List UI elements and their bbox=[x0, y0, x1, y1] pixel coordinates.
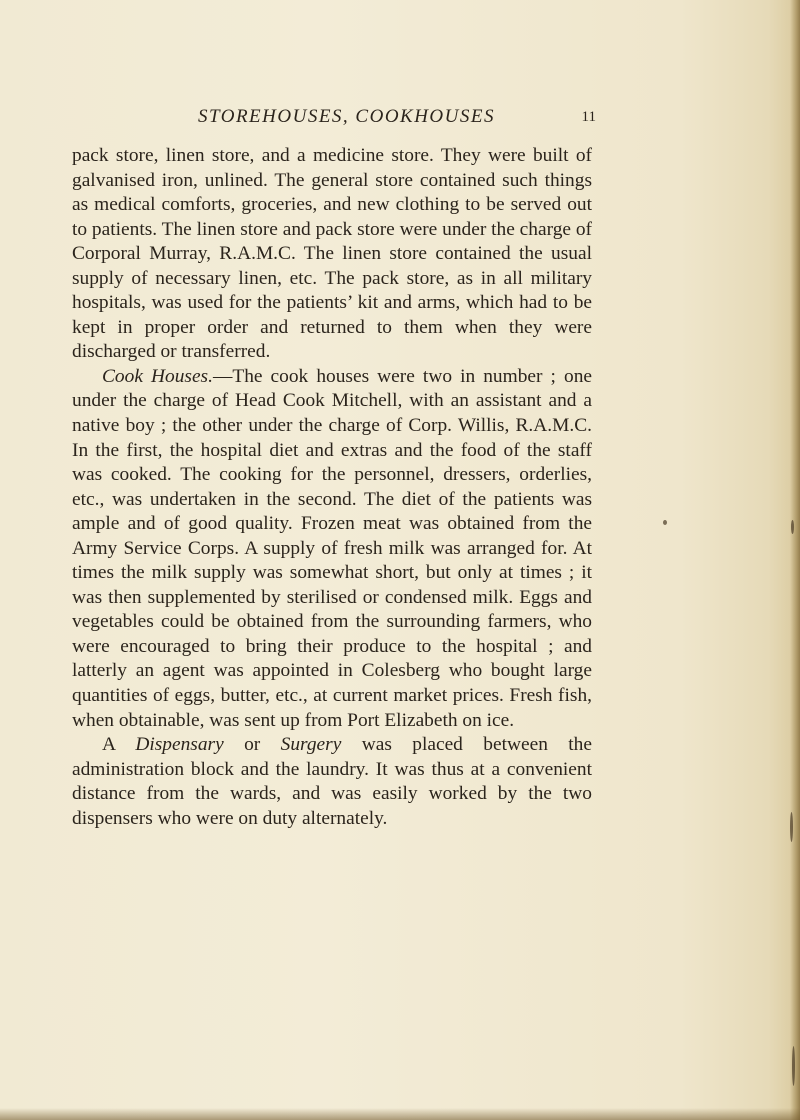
paper-speck bbox=[792, 1046, 795, 1086]
dispensary-term: Dispensary bbox=[135, 734, 224, 756]
dispensary-lead: A bbox=[102, 734, 136, 756]
paragraph-dispensary bbox=[72, 733, 592, 831]
paragraph-storehouses bbox=[72, 144, 592, 365]
paper-speck bbox=[791, 520, 794, 534]
running-title: STOREHOUSES, COOKHOUSES bbox=[198, 106, 495, 127]
paragraph-cook-houses bbox=[72, 365, 592, 733]
paper-speck bbox=[663, 520, 667, 525]
page-edge-shadow-right bbox=[790, 0, 800, 1120]
paragraph-cook-houses-text: —The cook houses were two in number ; one under the charge of Head Cook Mitchell, with an assistant and a native boy ; the other under the charge of Corp. Willis, R.A.M.C. In the first, the hospital diet and extras and the food of the staff was cooked. The cooking for the personnel, dressers, orderlies, etc., was undertaken in the second. The diet of the patients was ample and of good quality. Frozen meat was obtained from the Army Service Corps. A supply of fresh milk was arranged for. At times the milk supply was somewhat short, but only at times ; it was then supplemented by sterilised or condensed milk. Eggs and vegetables could be obtained from the surrounding farmers, who were encouraged to bring their produce to the hospital ; and latterly an agent was appointed in Colesberg who bought large quantities of eggs, butter, etc., at current market prices. Fresh fish, when obtainable, was sent up from Port Elizabeth on ice. bbox=[72, 365, 592, 731]
dispensary-connector: or bbox=[223, 734, 281, 756]
page-number: 11 bbox=[581, 109, 596, 125]
cook-houses-heading: Cook Houses. bbox=[102, 365, 213, 387]
body-text bbox=[72, 144, 592, 831]
page-header bbox=[72, 106, 596, 132]
surgery-term: Surgery bbox=[280, 734, 342, 756]
paragraph-storehouses-text: pack store, linen store, and a medicine store. They were built of galvanised iron, unlined. The general store contained such things as medical comforts, groceries, and new clothing to be served out to patients. The linen store and pack store were under the charge of Corporal Murray, R.A.M.C. The linen store contained the usual supply of necessary linen, etc. The pack store, as in all military hospitals, was used for the patients’ kit and arms, which had to be kept in proper order and returned to them when they were discharged or transferred. bbox=[72, 145, 592, 363]
page-edge-shadow-bottom bbox=[0, 1108, 800, 1120]
paper-speck bbox=[790, 812, 793, 842]
paragraph-dispensary-text: was placed between the administration block and the laundry. It was thus at a convenient distance from the wards, and was easily worked by the two dispensers who were on duty alternately. bbox=[72, 734, 592, 829]
